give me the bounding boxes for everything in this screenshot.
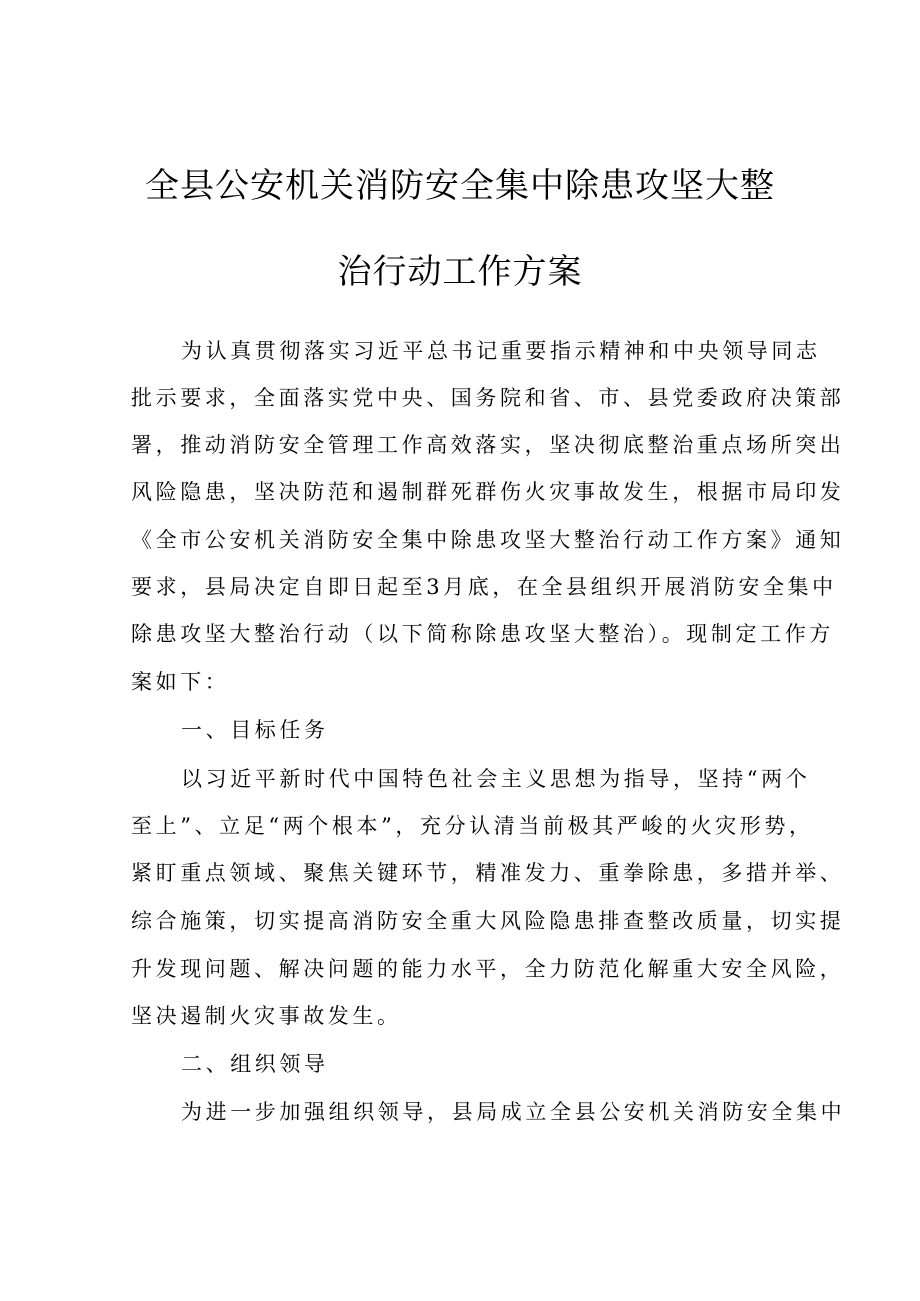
paragraph-line: 紧盯重点领域、聚焦关键环节，精准发力、重拳除患，多措并举、 (131, 861, 845, 885)
paragraph-line: 坚决遏制火灾事故发生。 (131, 1004, 402, 1028)
section-heading: 二、组织领导 (181, 1052, 329, 1076)
paragraph-line: 升发现问题、解决问题的能力水平，全力防范化解重大安全风险， (131, 957, 845, 981)
paragraph-line: 以习近平新时代中国特色社会主义思想为指导，坚持“两个 (181, 767, 811, 791)
paragraph-line: 至上”、立足“两个根本”，充分认清当前极其严峻的火灾形势， (131, 814, 814, 838)
paragraph-line: 综合施策，切实提高消防安全重大风险隐患排查整改质量，切实提 (131, 909, 845, 933)
paragraph-line: 批示要求，全面落实党中央、国务院和省、市、县党委政府决策部 (131, 386, 845, 410)
paragraph-line: 风险隐患，坚决防范和遏制群死群伤火灾事故发生，根据市局印发 (131, 480, 845, 504)
paragraph-line: 案如下： (131, 670, 230, 694)
paragraph-line: 为认真贯彻落实习近平总书记重要指示精神和中央领导同志 (181, 339, 821, 363)
paragraph-line: 《全市公安机关消防安全集中除患攻坚大整治行动工作方案》通知 (131, 528, 845, 552)
section-heading: 一、目标任务 (181, 718, 329, 742)
document-title-line-2: 治行动工作方案 (337, 252, 583, 292)
document-title-line-1: 全县公安机关消防安全集中除患攻坚大整 (145, 166, 775, 206)
paragraph-line: 署，推动消防安全管理工作高效落实，坚决彻底整治重点场所突出 (131, 433, 845, 457)
paragraph-line: 除患攻坚大整治行动（以下简称除患攻坚大整治）。现制定工作方 (131, 622, 834, 646)
paragraph-line: 要求，县局决定自即日起至3月底，在全县组织开展消防安全集中 (131, 575, 837, 599)
paragraph-line: 为进一步加强组织领导，县局成立全县公安机关消防安全集中 (181, 1100, 846, 1124)
